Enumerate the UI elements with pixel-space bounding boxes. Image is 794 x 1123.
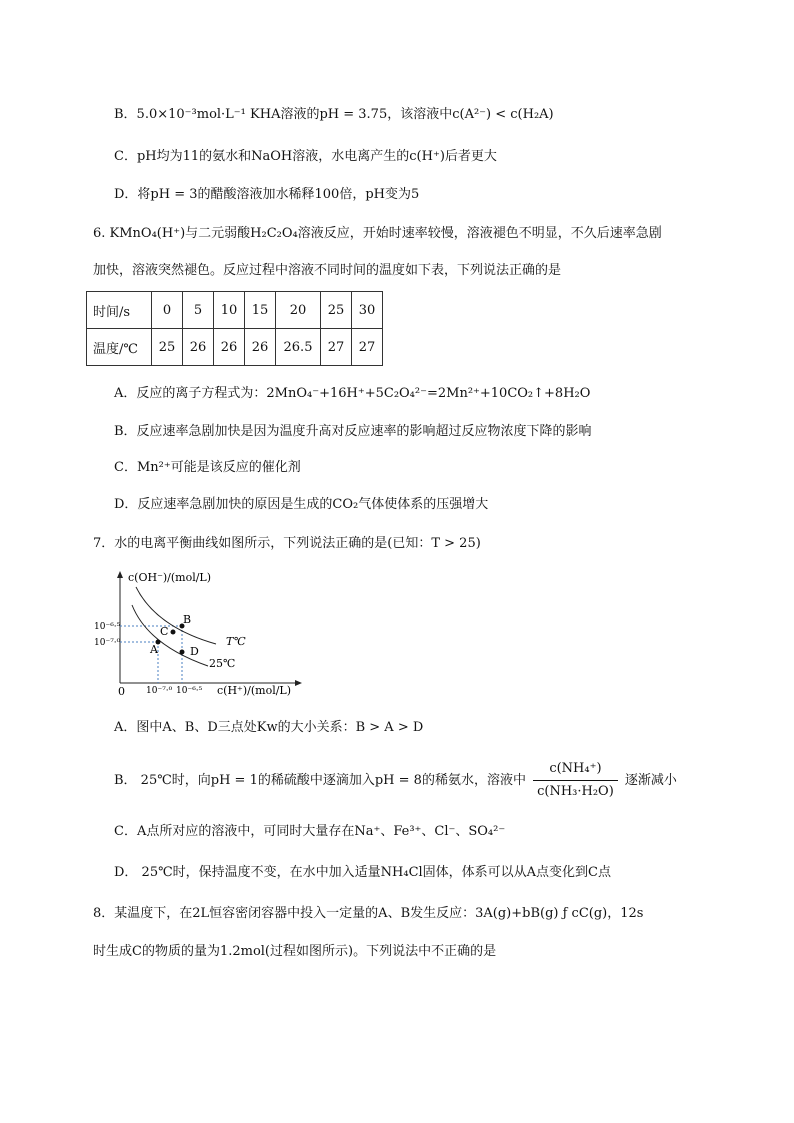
x-axis-arrow bbox=[295, 680, 302, 686]
q7-option-b-fraction bbox=[533, 760, 618, 801]
point-c-label: C bbox=[160, 625, 169, 638]
table-cell: 10 bbox=[214, 292, 245, 329]
curve-t-label: T℃ bbox=[226, 635, 246, 648]
q6-stem-line1: 6. KMnO₄(H⁺)与二元弱酸H₂C₂O₄溶液反应，开始时速率较慢，溶液褪色不明显，不久后速率急剧 bbox=[93, 226, 662, 241]
y-axis-arrow bbox=[117, 571, 123, 578]
table-row bbox=[87, 292, 383, 329]
table-cell: 20 bbox=[276, 292, 321, 329]
q5-option-d: D．将pH = 3的醋酸溶液加水稀释100倍，pH变为5 bbox=[114, 187, 420, 202]
q6-option-a: A．反应的离子方程式为：2MnO₄⁻+16H⁺+5C₂O₄²⁻=2Mn²⁺+10CO₂↑+8H₂O bbox=[114, 386, 591, 401]
table-header-temperature: 温度/℃ bbox=[87, 329, 152, 366]
table-cell: 30 bbox=[352, 292, 383, 329]
point-a-label: A bbox=[150, 643, 158, 656]
q7-water-ionization-graph bbox=[86, 565, 306, 700]
q7-stem: 7．水的电离平衡曲线如图所示，下列说法正确的是(已知：T > 25) bbox=[93, 536, 481, 551]
table-cell: 27 bbox=[321, 329, 352, 366]
table-row bbox=[87, 329, 383, 366]
table-cell: 26.5 bbox=[276, 329, 321, 366]
table-cell: 26 bbox=[245, 329, 276, 366]
origin-label: 0 bbox=[118, 685, 125, 698]
table-header-time: 时间/s bbox=[87, 292, 152, 329]
q8-stem-line1: 8．某温度下，在2L恒容密闭容器中投入一定量的A、B发生反应：3A(g)+bB(g) ƒ cC(g)，12s bbox=[93, 906, 644, 921]
curve-t bbox=[136, 587, 216, 644]
point-d-label: D bbox=[190, 645, 199, 658]
q7-option-a: A．图中A、B、D三点处Kw的大小关系：B > A > D bbox=[114, 720, 424, 735]
table-cell: 25 bbox=[152, 329, 183, 366]
q6-option-c: C．Mn²⁺可能是该反应的催化剂 bbox=[114, 460, 301, 475]
q7-option-c: C．A点所对应的溶液中，可同时大量存在Na⁺、Fe³⁺、Cl⁻、SO₄²⁻ bbox=[114, 824, 506, 839]
q7-option-b bbox=[114, 760, 677, 801]
q7-option-b-tail: 逐渐减小 bbox=[624, 773, 677, 788]
x-tick-high: 10⁻⁶·⁵ bbox=[176, 686, 203, 696]
q5-option-c: C．pH均为11的氨水和NaOH溶液，水电离产生的c(H⁺)后者更大 bbox=[114, 149, 497, 164]
y-tick-high: 10⁻⁶·⁵ bbox=[94, 622, 121, 632]
x-tick-low: 10⁻⁷·⁰ bbox=[146, 686, 173, 696]
q5-option-b: B．5.0×10⁻³mol·L⁻¹ KHA溶液的pH = 3.75，该溶液中c(A²⁻) < c(H₂A) bbox=[114, 107, 554, 122]
q8-stem-line2: 时生成C的物质的量为1.2mol(过程如图所示)。下列说法中不正确的是 bbox=[93, 944, 497, 959]
y-axis-label: c(OH⁻)/(mol/L) bbox=[128, 571, 212, 584]
table-cell: 26 bbox=[214, 329, 245, 366]
point-c-marker bbox=[171, 630, 176, 635]
point-d-marker bbox=[180, 650, 185, 655]
curve-25-label: 25℃ bbox=[209, 657, 236, 670]
fraction-numerator: c(NH₄⁺) bbox=[533, 760, 618, 781]
q6-temperature-table bbox=[86, 291, 383, 366]
q6-option-b: B．反应速率急剧加快是因为温度升高对反应速率的影响超过反应物浓度下降的影响 bbox=[114, 424, 592, 439]
x-axis-label: c(H⁺)/(mol/L) bbox=[217, 684, 292, 697]
table-cell: 25 bbox=[321, 292, 352, 329]
table-cell: 27 bbox=[352, 329, 383, 366]
table-cell: 5 bbox=[183, 292, 214, 329]
fraction-denominator: c(NH₃·H₂O) bbox=[537, 784, 614, 799]
table-cell: 26 bbox=[183, 329, 214, 366]
q7-option-d: D． 25℃时，保持温度不变，在水中加入适量NH₄Cl固体，体系可以从A点变化到C点 bbox=[114, 865, 612, 880]
q6-option-d: D．反应速率急剧加快的原因是生成的CO₂气体使体系的压强增大 bbox=[114, 497, 489, 512]
q6-stem-line2: 加快，溶液突然褪色。反应过程中溶液不同时间的温度如下表，下列说法正确的是 bbox=[93, 263, 562, 278]
q7-option-b-text: B． 25℃时，向pH = 1的稀硫酸中逐滴加入pH = 8的稀氨水，溶液中 bbox=[114, 773, 526, 788]
point-b-label: B bbox=[183, 613, 192, 626]
table-cell: 15 bbox=[245, 292, 276, 329]
y-tick-low: 10⁻⁷·⁰ bbox=[94, 638, 121, 648]
table-cell: 0 bbox=[152, 292, 183, 329]
